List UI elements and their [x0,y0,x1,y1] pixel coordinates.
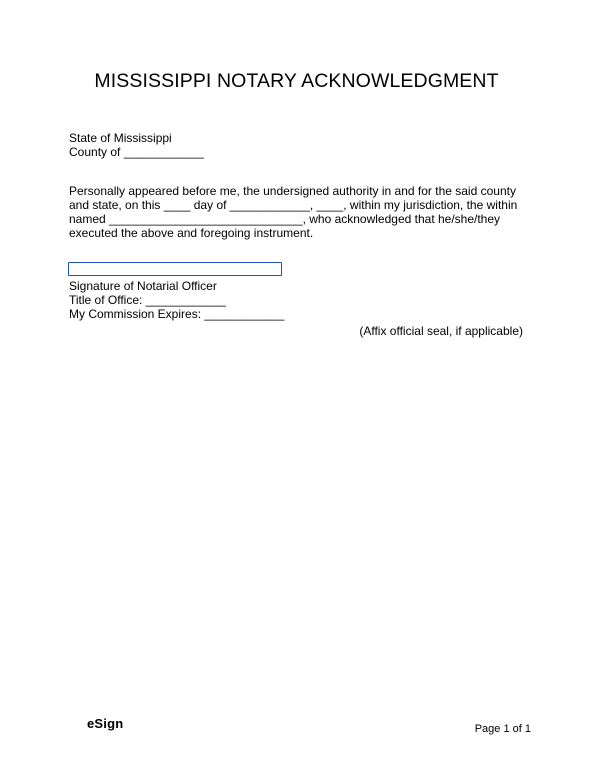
esign-logo: eSign [87,716,124,731]
acknowledgment-statement [69,184,518,240]
statement-line-3: named _____________________________, who acknowledged that he/she/they [69,212,501,226]
seal-note: (Affix official seal, if applicable) [359,324,523,338]
county-line: County of ____________ [69,145,204,159]
statement-line-2: and state, on this ____ day of ____________, ____, within my jurisdiction, the within [69,198,518,212]
venue-section [69,131,204,159]
officer-section [69,279,284,321]
signature-label: Signature of Notarial Officer [69,279,217,293]
commission-expires-line: My Commission Expires: ____________ [69,307,285,321]
statement-line-4: executed the above and foregoing instrument. [69,226,314,240]
signature-input-field[interactable] [68,262,282,276]
statement-line-1: Personally appeared before me, the undersigned authority in and for the said county [69,184,516,198]
page-number: Page 1 of 1 [474,723,531,735]
document-title: MISSISSIPPI NOTARY ACKNOWLEDGMENT [94,70,499,92]
title-of-office-line: Title of Office: ____________ [69,293,226,307]
state-line: State of Mississippi [69,131,172,145]
